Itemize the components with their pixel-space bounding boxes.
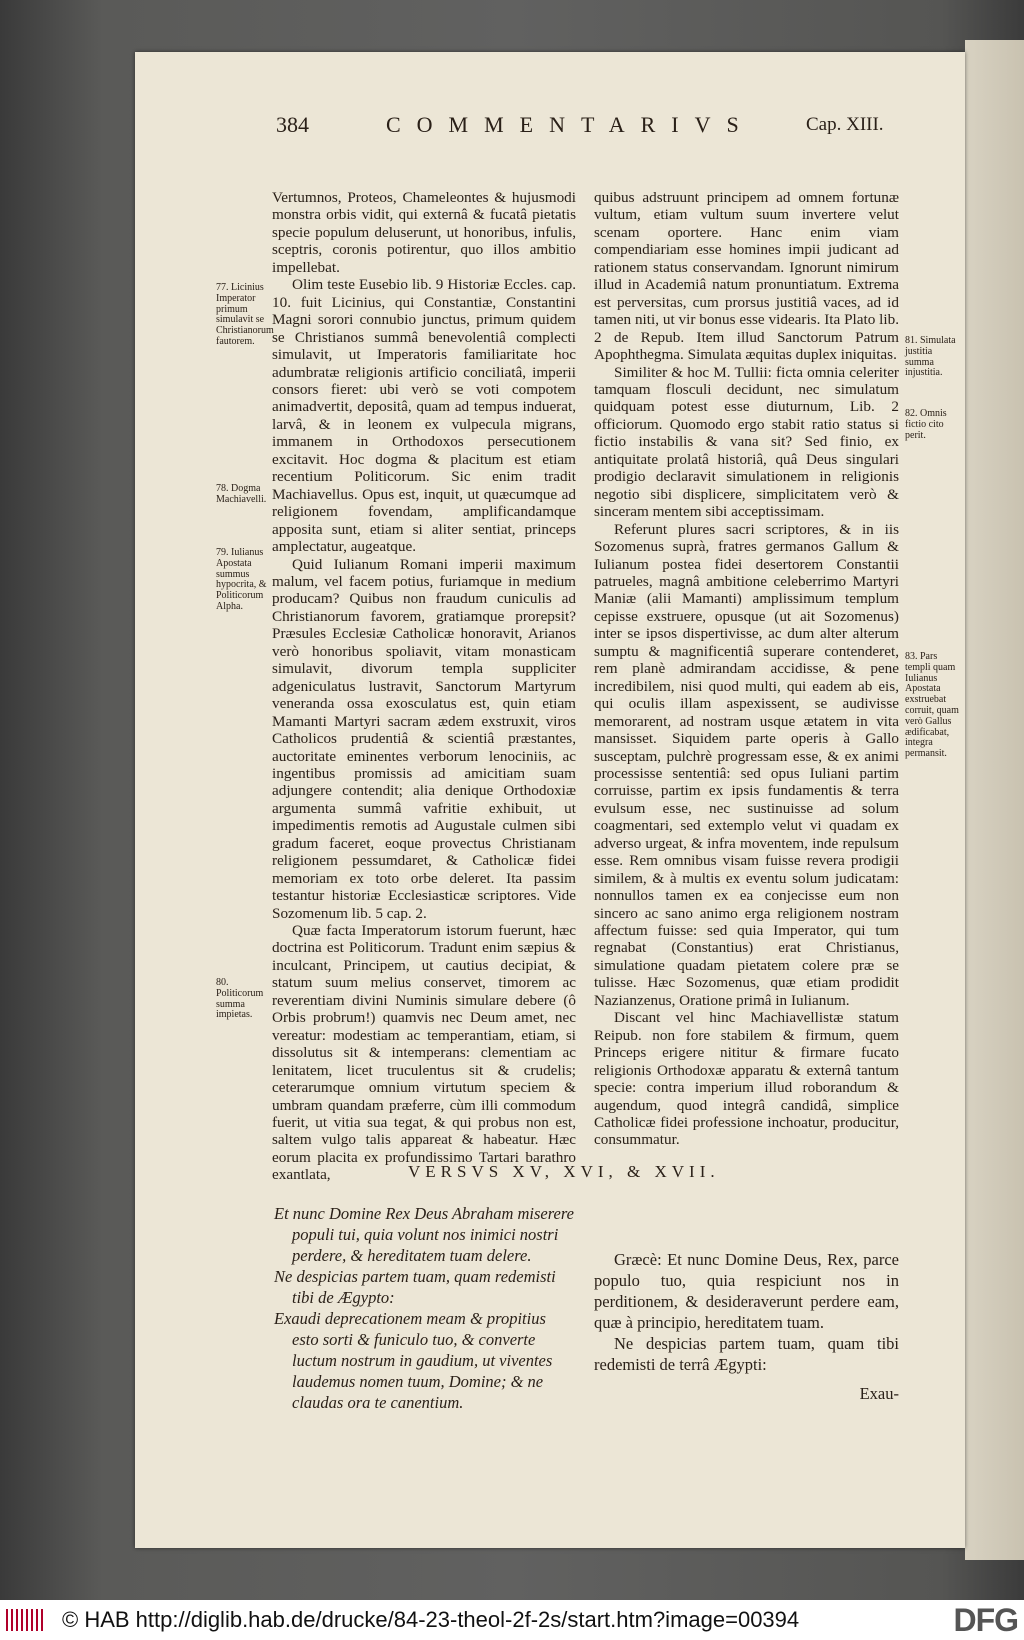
paragraph: Quid Iulianum Romani imperii maximum malum, vel facem potius, furiamque in medium producam? Quibus non fraudum cuniculis ad Christianorum favorem, gratiamque prorepsit? Præsules Ecclesiæ Catholicæ honoravit, Arianos verò honoribus spoliavit, vitam monasticam simulavit, divorum templa suppliciter adgeniculatus lustravit, Sanctorum Martyrum veneranda ossa exosculatus est, quin etiam Mamanti Martyri sacram ædem exstruxit, viros Catholicos prudentiâ & scientiâ præstantes, auctoritate eminentes verborum lenociniis, ac ingentibus promissis ad amicitiam suam adjungere contendit; alia denique Orthodoxiæ argumenta summâ vafritie exhibuit, ut impedimentis remotis ad Augustale culmen sibi gradum faceret, eoque provectus Christianam religionem pessumdaret, & Catholicæ fidei memoriam ex toto orbe deleret. Ita passim testantur historiæ Ecclesiasticæ scriptores. Vide Sozomenum lib. 5 cap. 2. xyxy=(272,555,576,922)
vulgate-text xyxy=(274,1203,576,1413)
paragraph: Vertumnos, Proteos, Chameleontes & hujusmodi monstra orbis vidit, qui externâ & fucatâ pietatis specie populum deluserunt, ut honoribus, infulis, sceptris, coronis potirentur, quo illos ambitio impellebat. xyxy=(272,189,576,276)
left-text-column xyxy=(272,189,576,1184)
greek-version-text xyxy=(594,1249,899,1404)
paragraph: Similiter & hoc M. Tullii: ficta omnia celeriter tamquam flosculi decidunt, nec simulatum quidquam potest esse diuturnum, Lib. 2 officiorum. Quomodo ergo stabit ratio status si fictio instabilis & vana sit? Sed finio, ex antiquitate prolatâ historiâ, quâ Deus singulari prodigio declaravit simulationem in religionis negotio sibi displicere, simplicitatem verò & sinceram mentem sibi acceptissimam. xyxy=(594,363,899,521)
verse: Et nunc Domine Rex Deus Abraham miserere populi tui, quia volunt nos inimici nostri perdere, & hereditatem tuam delere. xyxy=(274,1204,574,1265)
margin-note-81: 81. Simulata justitia summa injustitia. xyxy=(905,335,956,379)
right-text-column xyxy=(594,189,899,1149)
running-title: COMMENTARIVS xyxy=(386,112,755,137)
versus-heading: VERSVS XV, XVI, & XVII. xyxy=(408,1162,720,1181)
margin-note-83: 83. Pars templi quam Iulianus Apostata exstruebat corruit, quam verò Gallus ædificabat, integra permansit. xyxy=(905,651,959,760)
verse: Ne despicias partem tuam, quam redemisti tibi de Ægypto: xyxy=(274,1267,556,1307)
paragraph: Quæ facta Imperatorum istorum fuerunt, hæc doctrina est Politicorum. Tradunt enim sæpius & inculcant, Principem, ut cautius decipiat, & statum suum melius conservet, timorem ac reverentiam divini Numinis simulare debere (ô Orbis probrum!) quamvis nec Deum amet, nec vereatur: modestiam ac temperantiam, etiam, si dissolutus sit & intemperans: clementiam ac lenitatem, licet truculentus sit & crudelis; ceterarumque omnium virtutum speciem & umbram quandam præferre, cùm illi commodum fuerit, ut vitia sua tegat, & qui probus non est, saltem vulgo talis appareat & habeatur. Hæc eorum placita ex profundissimo Tartari barathro exantlata, xyxy=(272,922,576,1184)
page-number: 384 xyxy=(276,112,309,137)
margin-note-80: 80. Politicorum summa impietas. xyxy=(216,977,264,1021)
verse: Exaudi deprecationem meam & propitius esto sorti & funiculo tuo, & converte luctum nostrum in gaudium, ut viventes laudemus nomen tuum, Domine; & ne claudas ora te canentium. xyxy=(274,1309,553,1412)
margin-note-78: 78. Dogma Machiavelli. xyxy=(216,483,267,505)
verse: Ne despicias partem tuam, quam tibi redemisti de terrâ Ægypti: xyxy=(594,1334,899,1374)
paragraph: Referunt plures sacri scriptores, & in iis Sozomenus suprà, fratres germanos Gallum & Iulianum postea fidei desertorem Constantii patrueles, magnâ ambitione celeberrimo Martyri Maniæ (alii Mamanti) amplissimum templum cepisse exstruere, opusque (ut ait Sozomenus) inter se ipsos dispertivisse, ac dum alter alterum sumptu & magnificentiâ superare contenderet, rem planè admirandam accidisse, & pene incredibilem, nisi quod multi, qui eadem ab eis, qui oculis illam aspexissent, se audivisse memorarent, ad nostram usque ætatem in vita mansisset. Siquidem parte operis à Gallo susceptam, pulchrè progressam esse, & ex animi processisse sententiâ: sed opus Iuliani partim corruisse, partim ex ipsis fundamentis & terra evulsum esse, nec sustinuisse ad solum coagmentari, sed extemplo velut vi quadam ex adverso urgeat, & infra moventem, inde repulsum esse. Rem omnibus visam fuisse revera prodigii similem, & à multis ex eventu solum judicatam: nonnullos tamen ex ea conjecisse eum non sincero ac sano animo erga religionem nostram affectum fuisse: sed quia Imperator, qui tum regnabat (Constantius) erat Christianus, simulatione quadam pietatem colere præ se tulisse. Hæc Sozomenus, quæ etiam prodidit Nazianzenus, Oratione primâ in Iulianum. xyxy=(594,520,899,1009)
viewer-footer xyxy=(0,1600,1024,1640)
citation-link[interactable]: © HAB http://diglib.hab.de/drucke/84-23-theol-2f-2s/start.htm?image=00394 xyxy=(62,1607,800,1632)
chapter-label: Cap. XIII. xyxy=(806,114,884,135)
paragraph: Discant vel hinc Machiavellistæ statum Reipub. non fore stabilem & firmum, quem Princeps erigere nititur & firmare fucato religionis Orthodoxæ apparatu & externâ tantum specie: contra imperium illud roborandum & augendum, quod integrâ candidâ, simplice Catholicæ fidei professione inchoatur, producitur, consummatur. xyxy=(594,1009,899,1149)
catchword: Exau- xyxy=(859,1384,899,1403)
hab-logo-icon xyxy=(6,1609,46,1631)
paragraph: quibus adstruunt principem ad omnem fortunæ vultum, etiam vultum suum invertere velut scenam oportere. Hanc enim viam compendiariam esse homines impii judicant ad rationem status conservandam. Ignorunt nimirum illud in Academiâ natum pronuntiatum. Extrema est perversitas, cum prorsus justitiâ vaces, ad id tamen niti, ut vir bonus esse videaris. Ita Plato lib. 2 de Repub. Item illud Sanctorum Patrum Apophthegma. Simulata æquitas duplex iniquitas. xyxy=(594,189,899,364)
paragraph: Olim teste Eusebio lib. 9 Historiæ Eccles. cap. 10. fuit Licinius, qui Constantiæ, Constantini Magni sorori connubio junctus, primum quidem se Christianos summâ benevolentiâ complecti simulavit, ut Imperatoris familiaritate hoc adumbratæ religionis artificio conciliatâ, imperii consors fieret: ubi verò se voti compotem animadvertit, depositâ, quam ad tempus induerat, larvâ, & in leonem ex vulpecula migrans, immanem in Orthodoxos persecutionem excitavit. Hoc dogma & placitum est etiam recentium Politicorum. Sic enim tradit Machiavellus. Opus est, inquit, ut quæcumque ad religionem fovendam, amplificandamque apposita sunt, etiam si aliter sentiat, princeps amplectatur, augeatque. xyxy=(272,276,576,556)
margin-note-82: 82. Omnis fictio cito perit. xyxy=(905,408,947,441)
margin-note-77: 77. Licinius Imperator primum simulavit se Christianorum fautorem. xyxy=(216,282,274,347)
margin-note-79: 79. Iulianus Apostata summus hypocrita, & Politicorum Alpha. xyxy=(216,547,267,612)
verse: Græcè: Et nunc Domine Deus, Rex, parce populo tuo, quia respiciunt nos in perditionem, & desideraverunt perdere eam, quæ à principio, hereditatem tuam. xyxy=(594,1250,899,1332)
dfg-logo: DFG xyxy=(953,1602,1018,1638)
adjacent-page-edge xyxy=(965,40,1024,1560)
